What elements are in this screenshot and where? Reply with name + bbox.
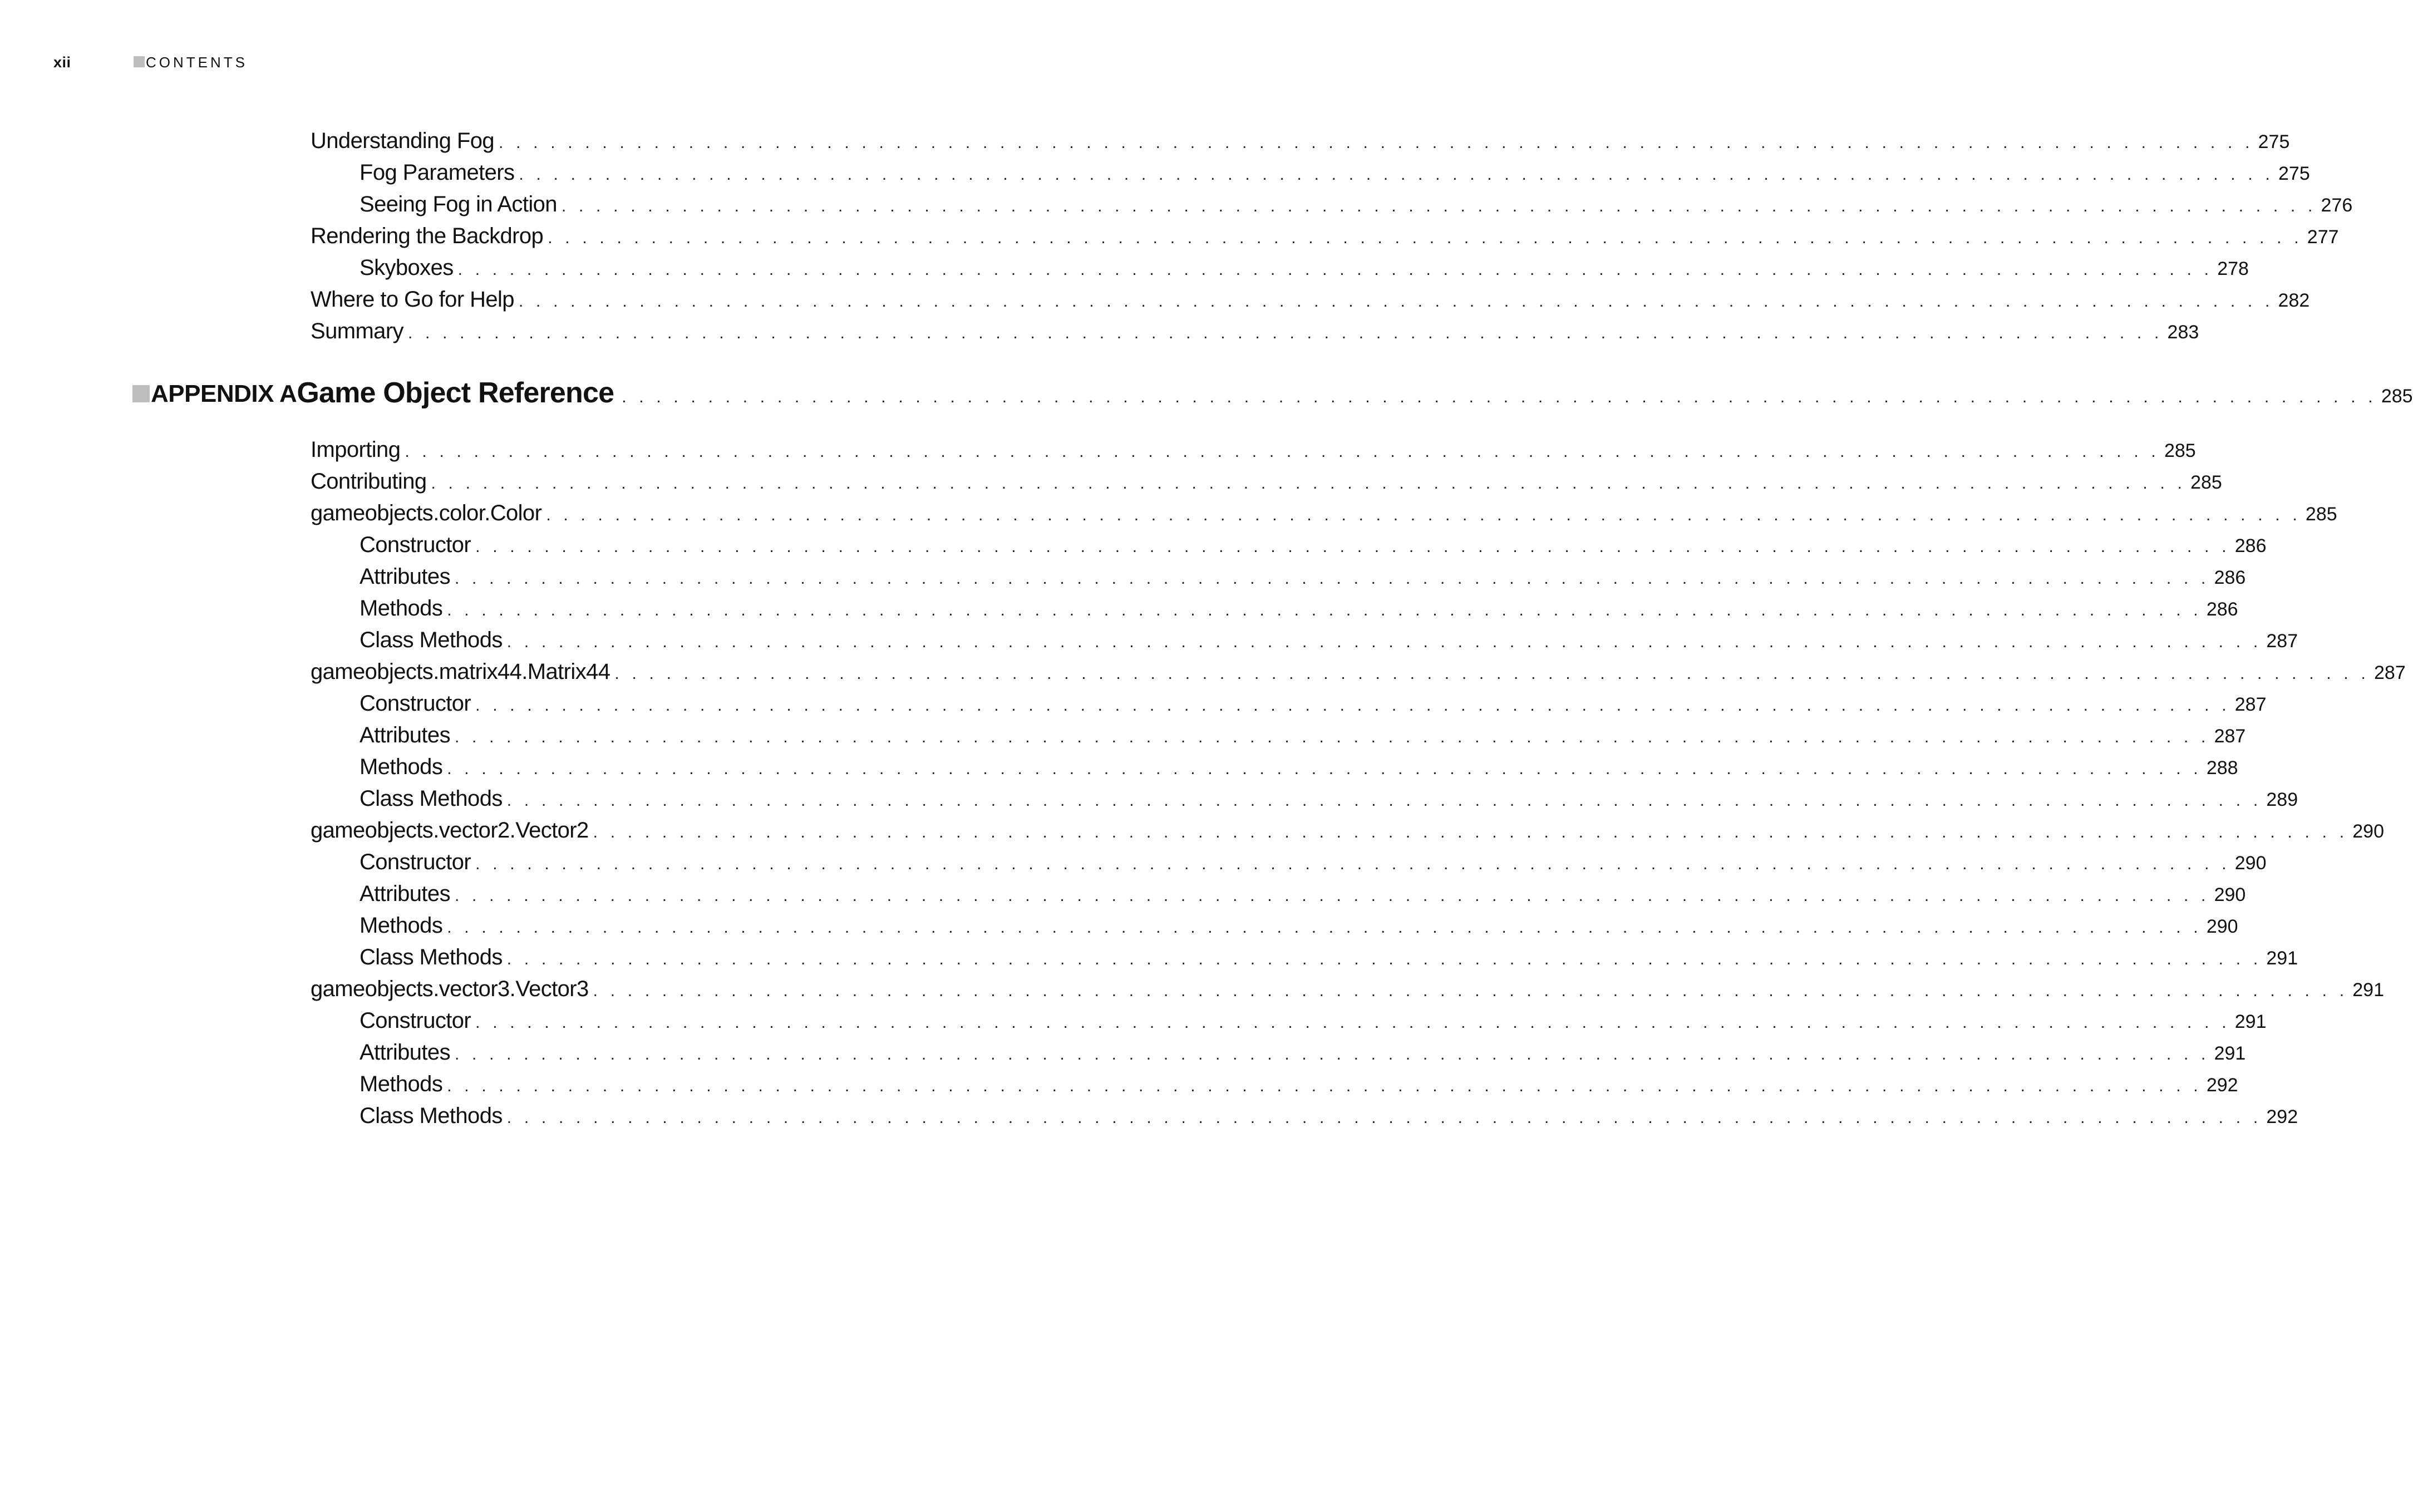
toc-entry-title: Importing xyxy=(311,437,401,462)
toc-entry-title: Fog Parameters xyxy=(360,160,515,185)
toc-entry[interactable] xyxy=(311,846,2267,878)
toc-entry-page: 275 xyxy=(2278,163,2310,184)
toc-entry-title: Class Methods xyxy=(360,786,503,811)
toc-section-top xyxy=(311,125,2353,347)
toc-entry[interactable] xyxy=(311,815,2384,846)
toc-entry-title: Class Methods xyxy=(360,1104,503,1128)
toc-entry[interactable] xyxy=(311,751,2238,783)
running-header xyxy=(53,51,248,73)
toc-entry[interactable] xyxy=(311,284,2310,316)
dot-leader: . . . . . . . . . . . . . . . . . . . . . . . . . . . . . . . . . . . . . . . . . . . . . . . . . . . . . . . . . . . . . . . . . . . . . . . . . . . . . . . . . . . . . . . . . . . . . . . . . . . . . . xyxy=(447,918,2202,937)
toc-entry[interactable] xyxy=(311,910,2238,942)
toc-entry-page: 290 xyxy=(2234,853,2267,874)
header-marker-square xyxy=(134,56,145,67)
toc-entry[interactable] xyxy=(311,529,2267,561)
dot-leader: . . . . . . . . . . . . . . . . . . . . . . . . . . . . . . . . . . . . . . . . . . . . . . . . . . . . . . . . . . . . . . . . . . . . . . . . . . . . . . . . . . . . . . . . . . . . . . . . . . . . . . xyxy=(431,474,2187,492)
toc-entry-title: Attributes xyxy=(360,564,450,589)
dot-leader: . . . . . . . . . . . . . . . . . . . . . . . . . . . . . . . . . . . . . . . . . . . . . . . . . . . . . . . . . . . . . . . . . . . . . . . . . . . . . . . . . . . . . . . . . . . . . . . . . . . . . . xyxy=(454,728,2210,746)
toc-entry-title: Class Methods xyxy=(360,945,503,969)
toc-entry-page: 285 xyxy=(2190,472,2222,493)
toc-entry-page: 287 xyxy=(2234,694,2267,715)
toc-entry[interactable] xyxy=(311,125,2290,157)
toc-entry[interactable] xyxy=(311,561,2246,593)
toc-entry-page: 290 xyxy=(2214,884,2246,905)
dot-leader: . . . . . . . . . . . . . . . . . . . . . . . . . . . . . . . . . . . . . . . . . . . . . . . . . . . . . . . . . . . . . . . . . . . . . . . . . . . . . . . . . . . . . . . . . . . . . . . . . . . . . . xyxy=(447,760,2202,778)
toc-entry[interactable] xyxy=(311,316,2199,347)
toc-entry-page: 291 xyxy=(2214,1043,2246,1064)
toc-entry-title: Attributes xyxy=(360,723,450,747)
dot-leader: . . . . . . . . . . . . . . . . . . . . . . . . . . . . . . . . . . . . . . . . . . . . . . . . . . . . . . . . . . . . . . . . . . . . . . . . . . . . . . . . . . . . . . . . . . . . . . . . . . . . . . xyxy=(518,292,2274,311)
toc-entry-title: Constructor xyxy=(360,533,471,557)
dot-leader: . . . . . . . . . . . . . . . . . . . . . . . . . . . . . . . . . . . . . . . . . . . . . . . . . . . . . . . . . . . . . . . . . . . . . . . . . . . . . . . . . . . . . . . . . . . . . . . . . . . . . . xyxy=(447,601,2202,619)
dot-leader: . . . . . . . . . . . . . . . . . . . . . . . . . . . . . . . . . . . . . . . . . . . . . . . . . . . . . . . . . . . . . . . . . . . . . . . . . . . . . . . . . . . . . . . . . . . . . . . . . . . . . . xyxy=(475,696,2230,715)
dot-leader: . . . . . . . . . . . . . . . . . . . . . . . . . . . . . . . . . . . . . . . . . . . . . . . . . . . . . . . . . . . . . . . . . . . . . . . . . . . . . . . . . . . . . . . . . . . . . . . . . . . . . . xyxy=(407,324,2163,342)
dot-leader: . . . . . . . . . . . . . . . . . . . . . . . . . . . . . . . . . . . . . . . . . . . . . . . . . . . . . . . . . . . . . . . . . . . . . . . . . . . . . . . . . . . . . . . . . . . . . . . . . . . . . . xyxy=(499,134,2254,152)
dot-leader: . . . . . . . . . . . . . . . . . . . . . . . . . . . . . . . . . . . . . . . . . . . . . . . . . . . . . . . . . . . . . . . . . . . . . . . . . . . . . . . . . . . . . . . . . . . . . . . . . . . . . . xyxy=(454,886,2210,905)
toc-entry[interactable] xyxy=(311,783,2298,815)
toc-entry-page: 286 xyxy=(2206,599,2238,620)
dot-leader: . . . . . . . . . . . . . . . . . . . . . . . . . . . . . . . . . . . . . . . . . . . . . . . . . . . . . . . . . . . . . . . . . . . . . . . . . . . . . . . . . . . . . . . . . . . . . . . . . . . . . . xyxy=(454,569,2210,588)
toc-entry-title: Summary xyxy=(311,319,403,343)
toc-entry-title: Methods xyxy=(360,755,443,779)
toc-entry-page: 288 xyxy=(2206,757,2238,779)
dot-leader: . . . . . . . . . . . . . . . . . . . . . . . . . . . . . . . . . . . . . . . . . . . . . . . . . . . . . . . . . . . . . . . . . . . . . . . . . . . . . . . . . . . . . . . . . . . . . . . . . . . . . . xyxy=(561,197,2317,215)
toc-entry[interactable] xyxy=(311,1100,2298,1132)
dot-leader: . . . . . . . . . . . . . . . . . . . . . . . . . . . . . . . . . . . . . . . . . . . . . . . . . . . . . . . . . . . . . . . . . . . . . . . . . . . . . . . . . . . . . . . . . . . . . . . . . . . . . . xyxy=(593,823,2348,841)
toc-entry-page: 283 xyxy=(2167,322,2199,343)
toc-entry-page: 287 xyxy=(2266,631,2298,652)
appendix-page-number: 285 xyxy=(2381,386,2413,407)
dot-leader: . . . . . . . . . . . . . . . . . . . . . . . . . . . . . . . . . . . . . . . . . . . . . . . . . . . . . . . . . . . . . . . . . . . . . . . . . . . . . . . . . . . . . . . . . . . . . . . . . . . . . . xyxy=(506,791,2262,810)
toc-entry[interactable] xyxy=(311,220,2339,252)
dot-leader: . . . . . . . . . . . . . . . . . . . . . . . . . . . . . . . . . . . . . . . . . . . . . . . . . . . . . . . . . . . . . . . . . . . . . . . . . . . . . . . . . . . . . . . . . . . . . . . . . . . . . . xyxy=(546,506,2301,524)
dot-leader: . . . . . . . . . . . . . . . . . . . . . . . . . . . . . . . . . . . . . . . . . . . . . . . . . . . . . . . . . . . . . . . . . . . . . . . . . . . . . . . . . . . . . . . . . . . . . . . . . . . . . . xyxy=(614,664,2370,683)
toc-entry-title: gameobjects.matrix44.Matrix44 xyxy=(311,659,610,684)
toc-entry[interactable] xyxy=(311,252,2249,284)
toc-entry-page: 287 xyxy=(2374,662,2406,683)
toc-entry[interactable] xyxy=(311,466,2222,498)
toc-entry[interactable] xyxy=(311,189,2353,220)
dot-leader: . . . . . . . . . . . . . . . . . . . . . . . . . . . . . . . . . . . . . . . . . . . . . . . . . . . . . . . . . . . . . . . . . . . . . . . . . . . . . . . . . . . . . . . . . . . . . . . . . . . . . . xyxy=(506,1109,2262,1127)
toc-entry-title: gameobjects.vector3.Vector3 xyxy=(311,977,589,1001)
toc-entry-title: Skyboxes xyxy=(360,255,454,280)
toc-entry-title: Constructor xyxy=(360,1008,471,1033)
toc-entry-page: 292 xyxy=(2206,1075,2238,1096)
toc-entry-page: 291 xyxy=(2234,1011,2267,1032)
toc-entry[interactable] xyxy=(311,593,2238,624)
dot-leader: . . . . . . . . . . . . . . . . . . . . . . . . . . . . . . . . . . . . . . . . . . . . . . . . . . . . . . . . . . . . . . . . . . . . . . . . . . . . . . . . . . . . . . . . . . . . . . . . . . . . . . xyxy=(593,982,2348,1000)
toc-entry[interactable] xyxy=(311,656,2406,688)
dot-leader: . . . . . . . . . . . . . . . . . . . . . . . . . . . . . . . . . . . . . . . . . . . . . . . . . . . . . . . . . . . . . . . . . . . . . . . . . . . . . . . . . . . . . . . . . . . . . . . . . . . . . . xyxy=(447,1077,2202,1095)
appendix-heading[interactable] xyxy=(132,376,2413,416)
toc-entry[interactable] xyxy=(311,1005,2267,1037)
toc-entry-title: Understanding Fog xyxy=(311,129,495,153)
toc-entry-page: 282 xyxy=(2278,290,2310,311)
toc-entry-title: Constructor xyxy=(360,850,471,874)
toc-entry-title: Class Methods xyxy=(360,628,503,652)
toc-entry-title: Constructor xyxy=(360,691,471,716)
toc-entry-title: Attributes xyxy=(360,1040,450,1065)
toc-entry[interactable] xyxy=(311,498,2337,529)
toc-entry-page: 276 xyxy=(2321,195,2353,216)
toc-entry-page: 290 xyxy=(2206,916,2238,937)
toc-entry-page: 291 xyxy=(2352,979,2384,1001)
toc-entry[interactable] xyxy=(311,720,2246,751)
toc-entry-page: 286 xyxy=(2214,567,2246,588)
toc-entry-page: 292 xyxy=(2266,1106,2298,1127)
toc-entry-page: 290 xyxy=(2352,821,2384,842)
toc-entry[interactable] xyxy=(311,157,2310,189)
dot-leader: . . . . . . . . . . . . . . . . . . . . . . . . . . . . . . . . . . . . . . . . . . . . . . . . . . . . . . . . . . . . . . . . . . . . . . . . . . . . . . . . . . . . . . . . . . . . . . . . . . . . . . xyxy=(506,950,2262,968)
toc-entry-page: 285 xyxy=(2305,504,2337,525)
toc-entry-title: Attributes xyxy=(360,881,450,906)
toc-entry-page: 287 xyxy=(2214,726,2246,747)
toc-entry-title: Seeing Fog in Action xyxy=(360,192,557,216)
toc-entry-page: 277 xyxy=(2307,226,2339,248)
dot-leader: . . . . . . . . . . . . . . . . . . . . . . . . . . . . . . . . . . . . . . . . . . . . . . . . . . . . . . . . . . . . . . . . . . . . . . . . . . . . . . . . . . . . . . . . . . . . . . . . . . . . . . xyxy=(548,229,2303,247)
dot-leader: . . . . . . . . . . . . . . . . . . . . . . . . . . . . . . . . . . . . . . . . . . . . . . . . . . . . . . . . . . . . . . . . . . . . . . . . . . . . . . . . . . . . . . . . . . . . . . . . . . . . . . xyxy=(622,388,2377,406)
toc-entry-title: gameobjects.color.Color xyxy=(311,501,542,525)
toc-entry-title: Where to Go for Help xyxy=(311,287,514,312)
toc-entry[interactable] xyxy=(311,688,2267,720)
toc-entry-page: 291 xyxy=(2266,948,2298,969)
dot-leader: . . . . . . . . . . . . . . . . . . . . . . . . . . . . . . . . . . . . . . . . . . . . . . . . . . . . . . . . . . . . . . . . . . . . . . . . . . . . . . . . . . . . . . . . . . . . . . . . . . . . . . xyxy=(475,1013,2230,1032)
toc-entry-page: 278 xyxy=(2217,258,2249,279)
toc-entry-title: Methods xyxy=(360,596,443,620)
appendix-label xyxy=(132,380,297,408)
dot-leader: . . . . . . . . . . . . . . . . . . . . . . . . . . . . . . . . . . . . . . . . . . . . . . . . . . . . . . . . . . . . . . . . . . . . . . . . . . . . . . . . . . . . . . . . . . . . . . . . . . . . . . xyxy=(475,855,2230,873)
toc-entry[interactable] xyxy=(311,878,2246,910)
toc-entry-page: 275 xyxy=(2258,131,2290,152)
dot-leader: . . . . . . . . . . . . . . . . . . . . . . . . . . . . . . . . . . . . . . . . . . . . . . . . . . . . . . . . . . . . . . . . . . . . . . . . . . . . . . . . . . . . . . . . . . . . . . . . . . . . . . xyxy=(405,442,2160,461)
toc-entry-title: Methods xyxy=(360,1072,443,1096)
toc-entry-title: Rendering the Backdrop xyxy=(311,224,544,248)
appendix-label-text: APPENDIX A xyxy=(151,380,297,407)
toc-entry-title: gameobjects.vector2.Vector2 xyxy=(311,818,589,843)
dot-leader: . . . . . . . . . . . . . . . . . . . . . . . . . . . . . . . . . . . . . . . . . . . . . . . . . . . . . . . . . . . . . . . . . . . . . . . . . . . . . . . . . . . . . . . . . . . . . . . . . . . . . . xyxy=(475,538,2230,556)
toc-entry-page: 289 xyxy=(2266,789,2298,810)
toc-entry[interactable] xyxy=(311,1068,2238,1100)
appendix-marker-square xyxy=(132,385,150,402)
toc-entry[interactable] xyxy=(311,434,2196,466)
dot-leader: . . . . . . . . . . . . . . . . . . . . . . . . . . . . . . . . . . . . . . . . . . . . . . . . . . . . . . . . . . . . . . . . . . . . . . . . . . . . . . . . . . . . . . . . . . . . . . . . . . . . . . xyxy=(454,1045,2210,1063)
dot-leader: . . . . . . . . . . . . . . . . . . . . . . . . . . . . . . . . . . . . . . . . . . . . . . . . . . . . . . . . . . . . . . . . . . . . . . . . . . . . . . . . . . . . . . . . . . . . . . . . . . . . . . xyxy=(457,260,2213,279)
toc-entry[interactable] xyxy=(311,973,2384,1005)
toc-entry[interactable] xyxy=(311,942,2298,973)
toc-entry[interactable] xyxy=(311,624,2298,656)
toc-entry-title: Contributing xyxy=(311,469,427,494)
toc-entry[interactable] xyxy=(311,1037,2246,1068)
toc-section-appendix xyxy=(311,434,2406,1132)
toc-entry-page: 285 xyxy=(2164,440,2196,461)
dot-leader: . . . . . . . . . . . . . . . . . . . . . . . . . . . . . . . . . . . . . . . . . . . . . . . . . . . . . . . . . . . . . . . . . . . . . . . . . . . . . . . . . . . . . . . . . . . . . . . . . . . . . . xyxy=(506,633,2262,651)
header-section-label: CONTENTS xyxy=(146,53,248,71)
page-number: xii xyxy=(53,53,71,71)
dot-leader: . . . . . . . . . . . . . . . . . . . . . . . . . . . . . . . . . . . . . . . . . . . . . . . . . . . . . . . . . . . . . . . . . . . . . . . . . . . . . . . . . . . . . . . . . . . . . . . . . . . . . . xyxy=(519,165,2274,184)
toc-entry-page: 286 xyxy=(2234,535,2267,556)
toc-entry-title: Methods xyxy=(360,913,443,938)
appendix-title: Game Object Reference xyxy=(297,377,614,409)
